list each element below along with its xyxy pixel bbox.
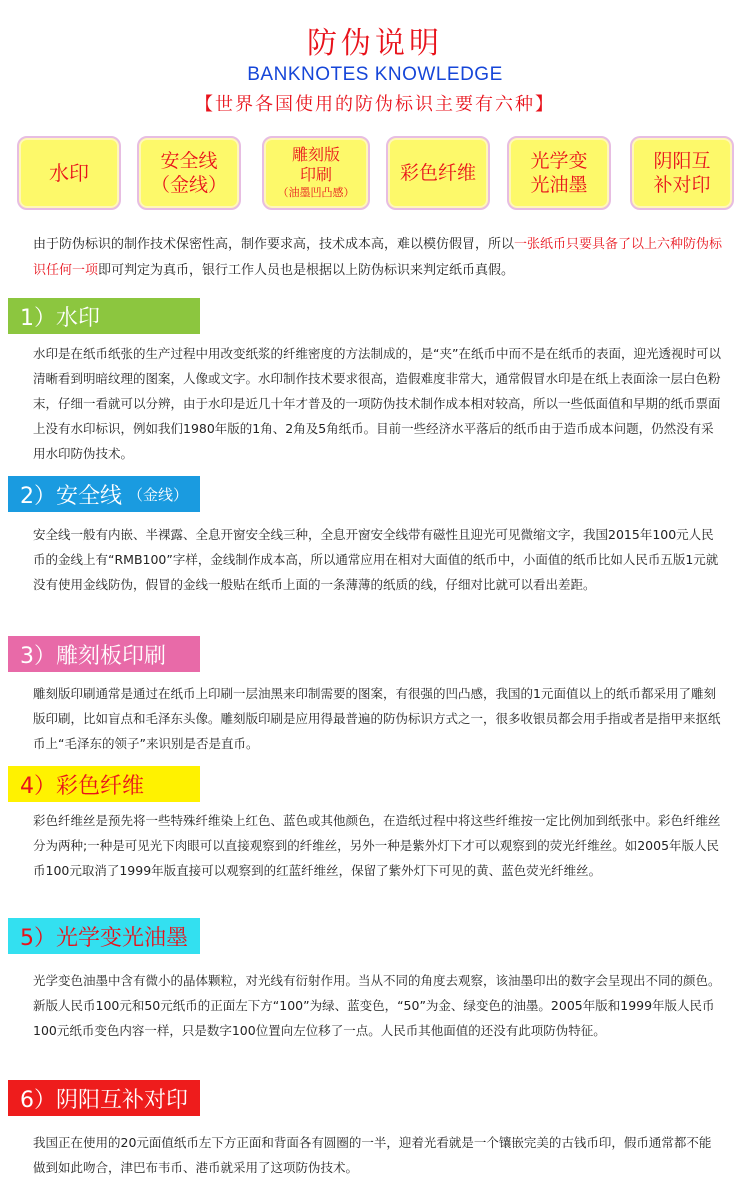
feature-box-color-fiber [386,136,490,210]
feature-label-sub: 光油墨 [530,174,588,196]
feature-label-sub: 印刷 [299,165,332,184]
section-body-see-through: 我国正在使用的20元面值纸币左下方正面和背面各有圆圈的一半，迎着光看就是一个镶嵌完美的古钱币印，假币通常都不能做到如此吻合，津巴布韦币、港币就采用了这项防伪技术。 [33,1135,712,1175]
feature-label: 安全线 [160,150,218,172]
section-heading: 1）水印 [20,305,100,331]
intro-text: 由于防伪标识的制作技术保密性高，制作要求高，技术成本高，难以模仿假冒，所以 [33,237,515,252]
feature-label-note: （油墨凹凸感） [277,186,355,199]
feature-box-optical-ink [507,136,611,210]
section-body-intaglio: 雕刻版印刷通常是通过在纸币上印刷一层油黑来印制需要的图案，有很强的凹凸感，我国的1元面值以上的纸币都采用了雕刻版印刷，比如盲点和毛泽东头像。雕刻版印刷是应用得最普遍的防伪标识方式之一，很多收银员都会用手指或者是指甲来抠纸币上“毛泽东的领子”来识别是否是直币。 [33,686,721,751]
section-body-optical-ink: 光学变色油墨中含有微小的晶体颗粒，对光线有衍射作用。当从不同的角度去观察，该油墨印出的数字会呈现出不同的颜色。新版人民币100元和50元纸币的正面左下方“100”为绿、蓝变色，“50”为金、绿变色的油墨。2005年版和1999年版人民币100元纸币变色内容一样，只是数字100位置向左位移了一点。人民币其他面值的还没有此项防伪特征。 [33,973,721,1038]
section-header-see-through [8,1080,200,1116]
feature-box-intaglio [262,136,370,210]
intro-paragraph [33,232,723,284]
feature-label: 阴阳互 [653,150,711,172]
section-header-optical-ink [8,918,200,954]
feature-label-sub: 补对印 [653,174,711,196]
feature-box-see-through [630,136,734,210]
feature-box-security-thread [137,136,241,210]
section-heading: 4）彩色纤维 [20,773,144,799]
feature-label: 彩色纤维 [399,162,476,184]
section-header-intaglio [8,636,200,672]
section-heading: 3）雕刻板印刷 [20,643,166,669]
feature-box-watermark [17,136,121,210]
section-header-security-thread [8,476,200,512]
page-subtitle: BANKNOTES KNOWLEDGE [247,64,503,85]
page-title: 防伪说明 [307,26,443,61]
feature-boxes [17,136,733,208]
feature-label: 雕刻版 [291,145,340,164]
feature-label-sub: （金线） [150,174,227,196]
section-heading: 5）光学变光油墨 [20,925,188,951]
section-body-color-fiber: 彩色纤维丝是预先将一些特殊纤维染上红色、蓝色或其他颜色，在造纸过程中将这些纤维按一定比例加到纸张中。彩色纤维丝分为两种;一种是可见光下肉眼可以直接观察到的纤维丝，另外一种是紫外灯下才可以观察到的荧光纤维丝。如2005年版人民币100元取消了1999年版直接可以观察到的红蓝纤维丝，保留了紫外灯下可见的黄、蓝色荧光纤维丝。 [33,813,721,878]
section-header-color-fiber [8,766,200,802]
section-heading: 2）安全线 [20,483,122,509]
section-heading-sub: （金线） [128,485,189,504]
feature-label: 光学变 [530,150,588,172]
intro-text-end: 即可判定为真币，银行工作人员也是根据以上防伪标识来判定纸币真假。 [98,263,515,278]
section-body-security-thread: 安全线一般有内嵌、半裸露、全息开窗安全线三种，全息开窗安全线带有磁性且迎光可见微缩文字，我国2015年100元人民币的金线上有“RMB100”字样，金线制作成本高，所以通常应用在相对大面值的纸币中，小面值的纸币比如人民币五版1元就没有使用金线防伪，假冒的金线一般贴在纸币上面的一条薄薄的纸质的线，仔细对比就可以看出差距。 [33,527,719,592]
section-header-watermark [8,298,200,334]
feature-label: 水印 [49,161,89,185]
intro-highlight: 一张纸币只要具备了以上六种防伪标识任何一项 [33,237,723,278]
section-heading: 6）阴阳互补对印 [20,1087,188,1113]
page-tagline: 【世界各国使用的防伪标识主要有六种】 [195,94,555,115]
section-body-watermark: 水印是在纸币纸张的生产过程中用改变纸浆的纤维密度的方法制成的，是“夹”在纸币中而不是在纸币的表面，迎光透视时可以清晰看到明暗纹理的图案，人像或文字。水印制作技术要求很高，造假难度非常大，通常假冒水印是在纸上表面涂一层白色粉末，仔细一看就可以分辨，由于水印是近几十年才普及的一项防伪技术制作成本相对较高，所以一些低面值和早期的纸币票面上没有水印标识，例如我们1980年版的1角、2角及5角纸币。目前一些经济水平落后的纸币由于造币成本问题，仍然没有采用水印防伪技术。 [33,346,721,461]
